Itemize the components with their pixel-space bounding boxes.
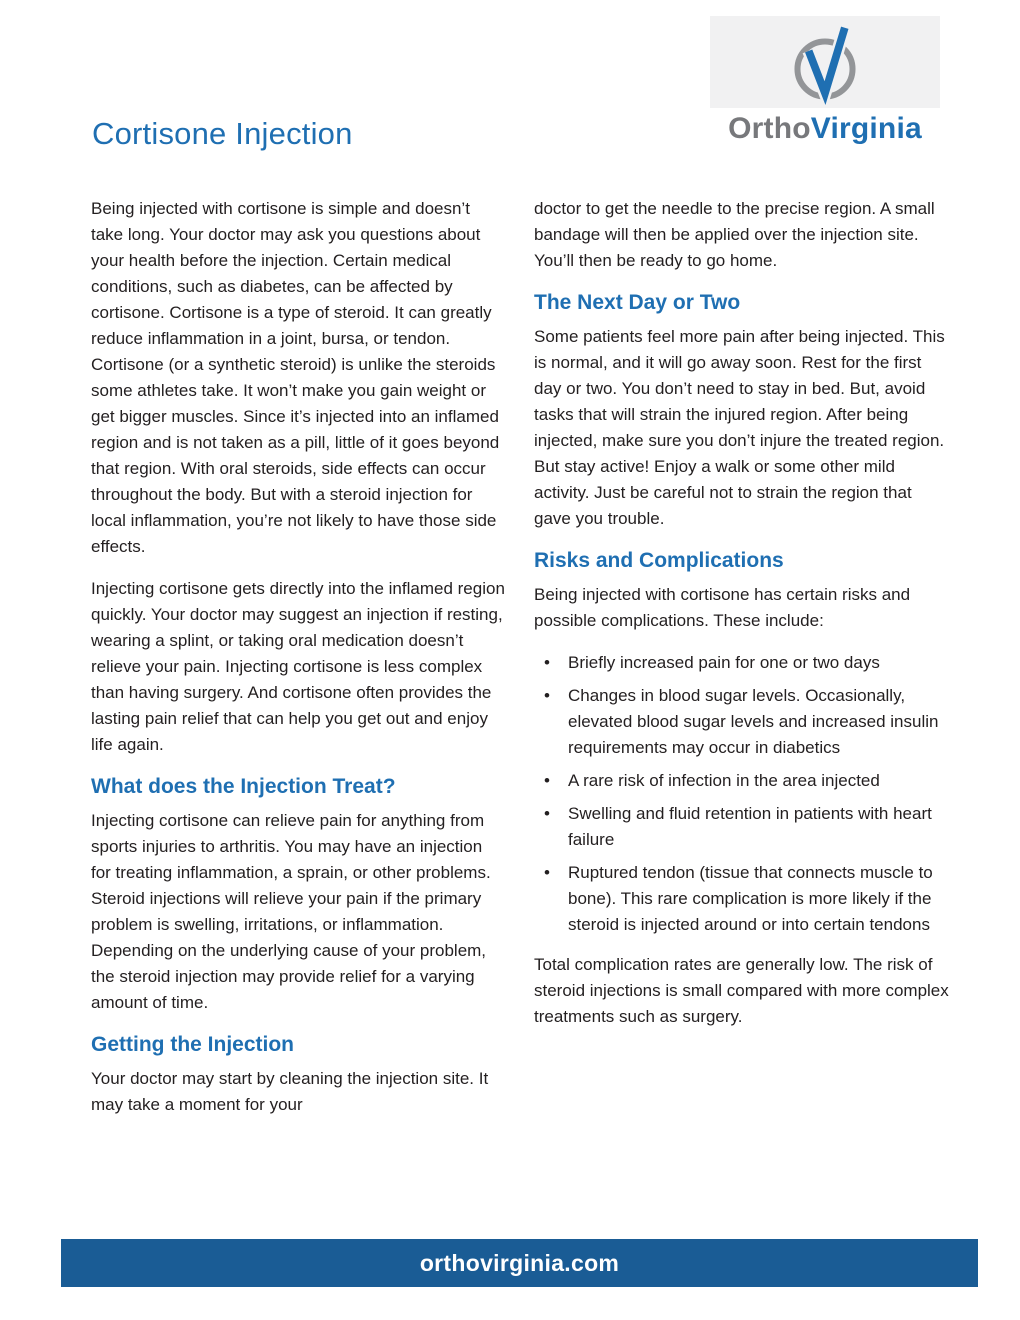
list-item-text: Briefly increased pain for one or two days [568,653,880,672]
list-item [534,650,949,676]
risk-bullet-list [534,650,949,938]
logo-wordmark [710,112,940,146]
list-item-text: Ruptured tendon (tissue that connects muscle to bone). This rare complication is more likely if the steroid is injected around or into certain tendons [568,863,933,934]
paragraph-intro: Being injected with cortisone is simple and doesn’t take long. Your doctor may ask you questions about your health before the injection. Certain medical conditions, such as diabetes, can be affected by cortisone. Cortisone is a type of steroid. It can greatly reduce inflammation in a joint, bursa, or tendon. Cortisone (or a synthetic steroid) is unlike the steroids some athletes take. It won’t make you gain weight or get bigger muscles. Since it’s injected into an inflamed region and is not taken as a pill, little of it goes beyond that region. With oral steroids, side effects can occur throughout the body. But with a steroid injection for local inflammation, you’re not likely to have those side effects. [91,199,500,556]
section-heading-getting-the-injection: Getting the Injection [91,1033,294,1056]
paragraph-getting-injection-continued: doctor to get the needle to the precise region. A small bandage will then be applied over the injection site. You’ll then be ready to go home. [534,199,935,270]
list-item [534,860,949,938]
bullet-icon: • [544,686,550,705]
left-column [91,196,506,1124]
footer-url: orthovirginia.com [419,1249,620,1276]
list-item [534,801,949,853]
paragraph-risks-intro: Being injected with cortisone has certain risks and possible complications. These include: [534,585,911,630]
section-heading-next-day-or-two: The Next Day or Two [534,291,741,314]
bullet-icon: • [544,863,550,882]
list-item-text: A rare risk of infection in the area injected [568,771,880,790]
list-item-text: Swelling and fluid retention in patients with heart failure [568,804,932,849]
paragraph-what-it-treats: Injecting cortisone can relieve pain for anything from sports injuries to arthritis. You may have an injection for treating inflammation, a sprain, or other problems. Steroid injections will relieve your pain if the primary problem is swelling, irritations, or inflammation. Depending on the underlying cause of your problem, the steroid injection may provide relief for a varying amount of time. [91,811,491,1012]
right-column [534,196,949,1124]
logo-mark-background [710,16,940,108]
paragraph-why-injection: Injecting cortisone gets directly into the inflamed region quickly. Your doctor may suggest an injection if resting, wearing a splint, or taking oral medication doesn’t relieve your pain. Injecting cortisone is less complex than having surgery. And cortisone often provides the lasting pain relief that can help you get out and enjoy life again. [91,579,505,754]
paragraph-next-day: Some patients feel more pain after being injected. This is normal, and it will go away soon. Rest for the first day or two. You don’t need to stay in bed. But, avoid tasks that will strain the injured region. After being injected, make sure you don’t injure the treated region. But stay active! Enjoy a walk or some other mild activity. Just be careful not to strain the region that gave you trouble. [534,327,945,528]
list-item [534,768,949,794]
orthovirginia-logo [710,16,940,146]
section-heading-risks-and-complications: Risks and Complications [534,549,784,572]
paragraph-getting-injection: Your doctor may start by cleaning the injection site. It may take a moment for your [91,1069,489,1114]
two-column-body [91,196,949,1124]
list-item [534,683,949,761]
list-item-text: Changes in blood sugar levels. Occasionally, elevated blood sugar levels and increased insulin requirements may occur in diabetics [568,686,939,757]
logo-text-virginia: Virginia [810,112,922,145]
footer-bar [61,1239,978,1287]
logo-v-circle-icon [782,20,868,106]
bullet-icon: • [544,771,550,790]
section-heading-what-does-injection-treat: What does the Injection Treat? [91,775,396,798]
logo-text-ortho: Ortho [728,112,811,145]
paragraph-risks-summary: Total complication rates are generally low. The risk of steroid injections is small compared with more complex treatments such as surgery. [534,955,949,1026]
bullet-icon: • [544,653,550,672]
page-title: Cortisone Injection [92,116,353,151]
bullet-icon: • [544,804,550,823]
